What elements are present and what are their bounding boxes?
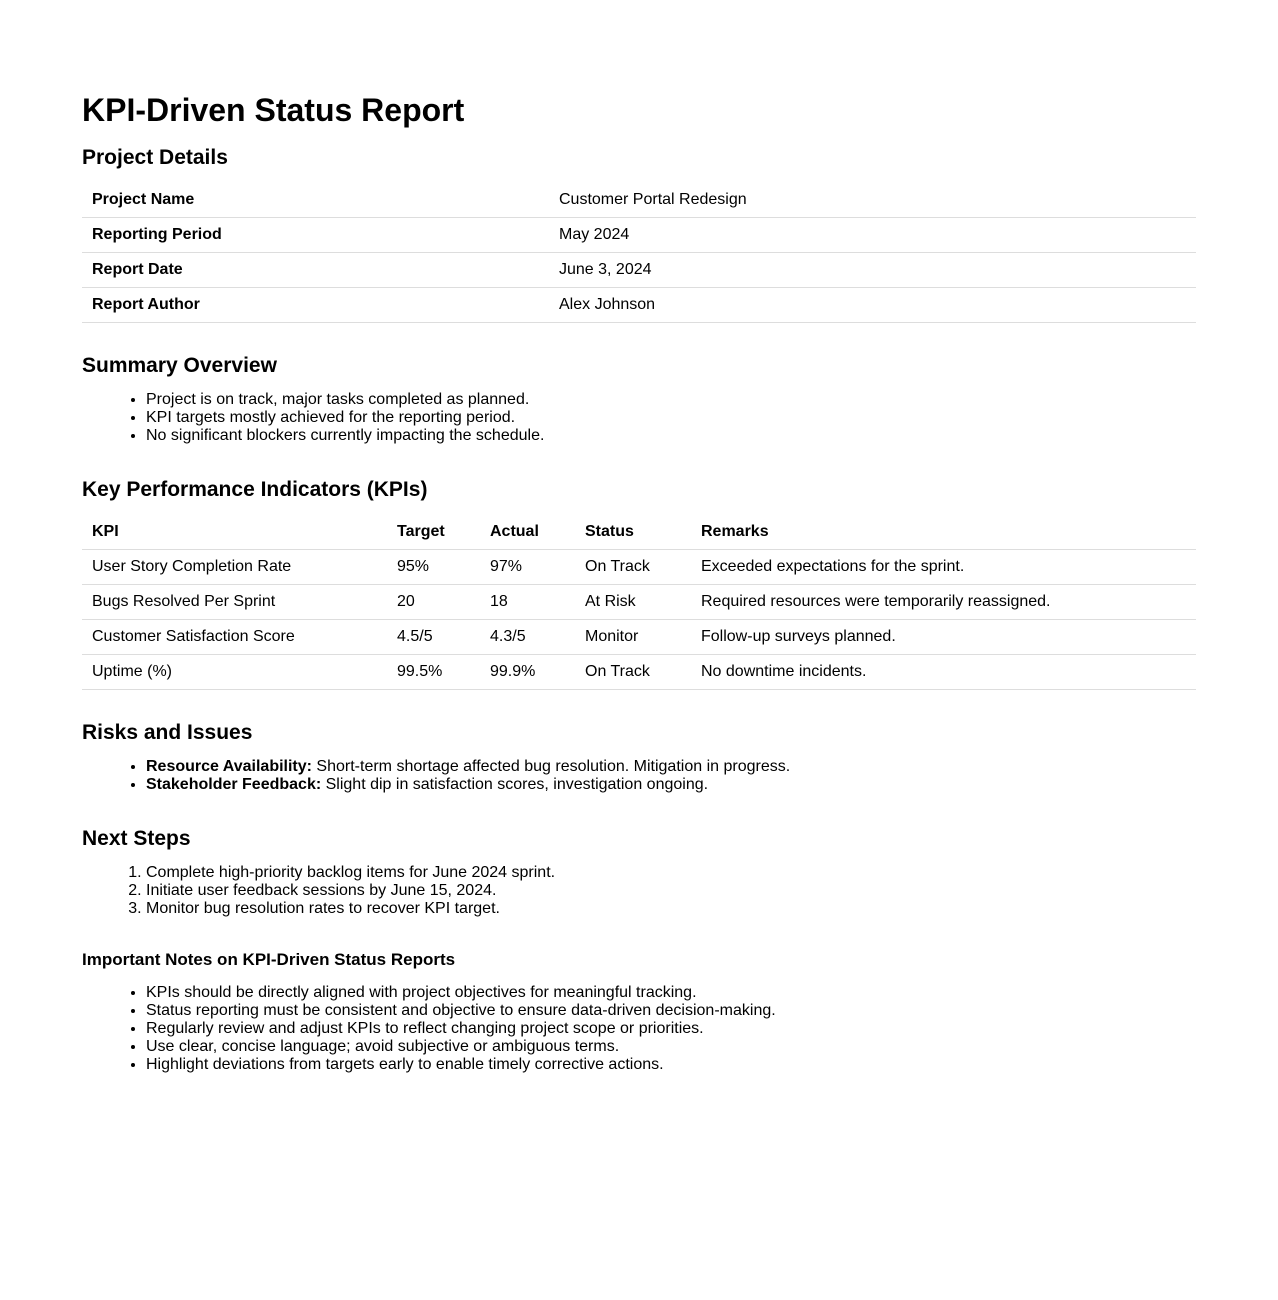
list-item: • KPIs should be directly aligned with project objectives for meaningful tracking.: [146, 984, 1196, 1002]
column-header: Status: [575, 515, 691, 550]
risk-text: Slight dip in satisfaction scores, investigation ongoing.: [321, 776, 709, 793]
table-row: [82, 288, 1196, 323]
kpi-remarks-cell: Follow-up surveys planned.: [691, 620, 1196, 655]
table-row: [82, 620, 1196, 655]
kpi-name-cell: Uptime (%): [82, 655, 387, 690]
kpi-name-cell: Bugs Resolved Per Sprint: [82, 585, 387, 620]
next-steps-heading: Next Steps: [82, 827, 191, 850]
list-item: [146, 758, 1196, 776]
column-header: KPI: [82, 515, 387, 550]
list-item: 1. Complete high-priority backlog items for June 2024 sprint.: [146, 864, 1196, 882]
kpi-heading: Key Performance Indicators (KPIs): [82, 478, 428, 501]
page-title: KPI-Driven Status Report: [82, 92, 465, 128]
detail-label: Report Author: [82, 288, 549, 323]
table-row: [82, 218, 1196, 253]
table-row: [82, 550, 1196, 585]
project-details-table: [82, 183, 1196, 323]
risk-text: Short-term shortage affected bug resolution. Mitigation in progress.: [311, 758, 791, 775]
detail-value: May 2024: [549, 218, 1196, 253]
list-item: • Highlight deviations from targets early to enable timely corrective actions.: [146, 1056, 1196, 1074]
list-item: • Regularly review and adjust KPIs to reflect changing project scope or priorities.: [146, 1020, 1196, 1038]
project-details-heading: Project Details: [82, 146, 228, 169]
summary-heading: Summary Overview: [82, 354, 277, 377]
risk-title: Stakeholder Feedback:: [146, 776, 322, 793]
notes-heading: Important Notes on KPI-Driven Status Reports: [82, 950, 456, 969]
kpi-status-cell: At Risk: [575, 585, 691, 620]
kpi-table: [82, 515, 1196, 690]
table-row: [82, 655, 1196, 690]
kpi-target-cell: 95%: [387, 550, 480, 585]
column-header: Actual: [480, 515, 575, 550]
kpi-status-cell: Monitor: [575, 620, 691, 655]
risks-list: [82, 758, 1196, 794]
list-item: • No significant blockers currently impacting the schedule.: [146, 427, 1196, 445]
risk-title: Resource Availability:: [146, 758, 312, 775]
table-header-row: [82, 515, 1196, 550]
detail-label: Report Date: [82, 253, 549, 288]
detail-value: June 3, 2024: [549, 253, 1196, 288]
list-item: • Project is on track, major tasks completed as planned.: [146, 391, 1196, 409]
list-item: 2. Initiate user feedback sessions by June 15, 2024.: [146, 882, 1196, 900]
kpi-actual-cell: 4.3/5: [480, 620, 575, 655]
kpi-remarks-cell: Required resources were temporarily reassigned.: [691, 585, 1196, 620]
kpi-name-cell: Customer Satisfaction Score: [82, 620, 387, 655]
column-header: Target: [387, 515, 480, 550]
summary-list: [82, 391, 1196, 445]
list-item: • KPI targets mostly achieved for the reporting period.: [146, 409, 1196, 427]
kpi-remarks-cell: Exceeded expectations for the sprint.: [691, 550, 1196, 585]
kpi-status-cell: On Track: [575, 550, 691, 585]
kpi-target-cell: 20: [387, 585, 480, 620]
detail-label: Reporting Period: [82, 218, 549, 253]
next-steps-list: [82, 864, 1196, 918]
list-item: [146, 776, 1196, 794]
list-item: • Status reporting must be consistent and objective to ensure data-driven decision-making.: [146, 1002, 1196, 1020]
detail-value: Alex Johnson: [549, 288, 1196, 323]
notes-list: [82, 984, 1196, 1074]
kpi-target-cell: 4.5/5: [387, 620, 480, 655]
detail-label: Project Name: [82, 183, 549, 218]
kpi-actual-cell: 18: [480, 585, 575, 620]
table-row: [82, 253, 1196, 288]
kpi-actual-cell: 97%: [480, 550, 575, 585]
risks-heading: Risks and Issues: [82, 721, 253, 744]
kpi-actual-cell: 99.9%: [480, 655, 575, 690]
detail-value: Customer Portal Redesign: [549, 183, 1196, 218]
list-item: 3. Monitor bug resolution rates to recover KPI target.: [146, 900, 1196, 918]
column-header: Remarks: [691, 515, 1196, 550]
kpi-name-cell: User Story Completion Rate: [82, 550, 387, 585]
list-item: • Use clear, concise language; avoid subjective or ambiguous terms.: [146, 1038, 1196, 1056]
kpi-target-cell: 99.5%: [387, 655, 480, 690]
kpi-status-cell: On Track: [575, 655, 691, 690]
kpi-remarks-cell: No downtime incidents.: [691, 655, 1196, 690]
table-row: [82, 183, 1196, 218]
table-row: [82, 585, 1196, 620]
